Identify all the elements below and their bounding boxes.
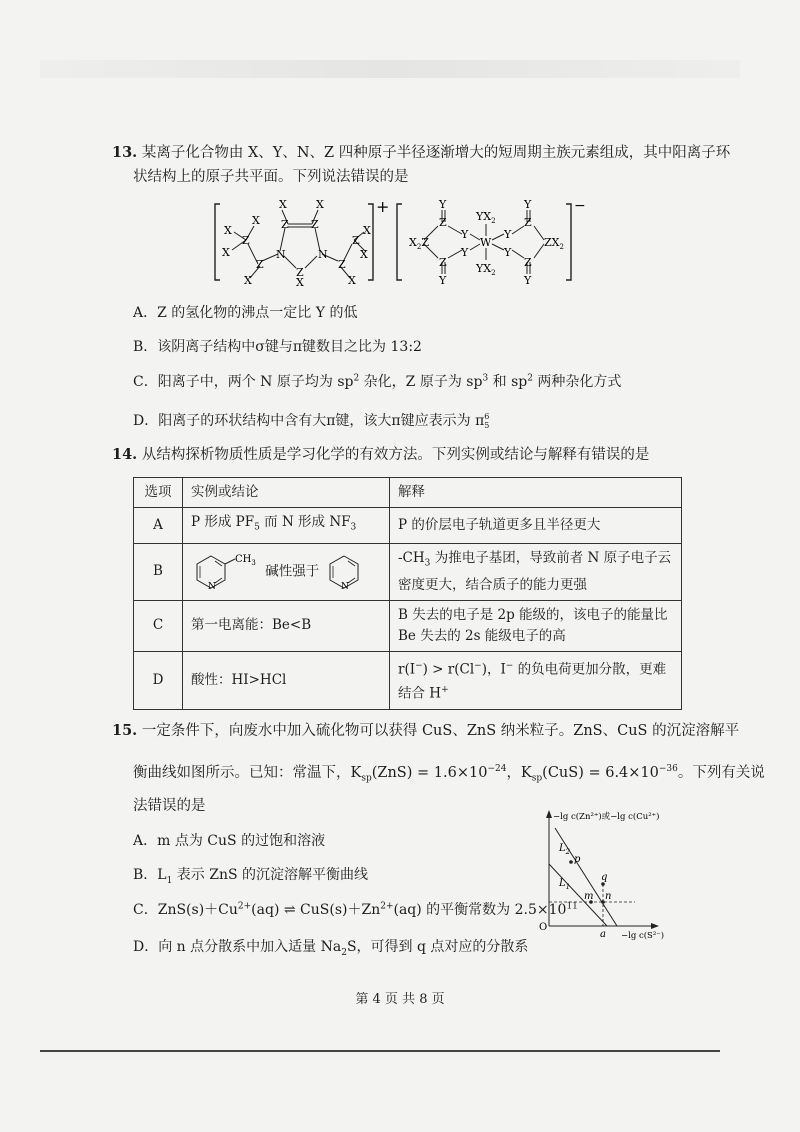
point-p bbox=[569, 860, 573, 864]
q15-stem-line2: 衡曲线如图所示。已知：常温下，$K_{sp}(ZnS) = 1.6\times 10^{-24}$，$K_{sp}(CuS) = 6.4\times 10^{-36}$。下列有关说 bbox=[133, 764, 765, 784]
atom-z: Z bbox=[524, 256, 532, 269]
svg-text:m: m bbox=[584, 891, 594, 902]
l1-label: $L_1$ bbox=[559, 878, 571, 891]
atom-y: Y bbox=[461, 228, 469, 241]
q13-stem-line2: 状结构上的原子共平面。下列说法错误的是 bbox=[133, 169, 409, 185]
atom-x: X bbox=[224, 224, 232, 237]
scan-artifact bbox=[40, 60, 740, 78]
l2-label: $L_2$ bbox=[559, 843, 571, 856]
superscript: 3 bbox=[482, 373, 489, 384]
atom-y: Y bbox=[439, 198, 447, 211]
option-letter: C． bbox=[133, 902, 158, 918]
table-row bbox=[134, 544, 682, 601]
svg-text:q: q bbox=[601, 872, 608, 883]
table-row bbox=[134, 508, 682, 544]
row-explain: r(I−) > r(Cl−)，I− 的负电荷更加分散，更难结合 H+ bbox=[390, 651, 682, 709]
q13-option-b bbox=[133, 336, 422, 356]
superscript: 2 bbox=[527, 373, 533, 384]
atom-y: Y bbox=[524, 274, 532, 287]
methylpyridine-structure bbox=[191, 552, 261, 592]
row-option: D bbox=[134, 651, 183, 709]
atom-z: Z bbox=[256, 258, 264, 271]
atom-w: W bbox=[480, 236, 492, 249]
group-zx2: $ZX_2$ bbox=[544, 236, 564, 251]
anion-charge: − bbox=[574, 198, 586, 214]
cation-charge: + bbox=[376, 197, 390, 216]
q13-stem-text1: 某离子化合物由 X、Y、N、Z 四种原子半径逐渐增大的短周期主族元素组成，其中阳离子环 bbox=[141, 145, 731, 161]
q14-table bbox=[133, 477, 682, 710]
svg-text:N: N bbox=[208, 581, 216, 592]
x-axis-arrow bbox=[651, 923, 659, 929]
superscript: 2 bbox=[353, 373, 360, 384]
atom-z: Z bbox=[439, 256, 447, 269]
q14-stem bbox=[112, 443, 649, 467]
q15-option-b: B．$L_1$ 表示 ZnS 的沉淀溶解平衡曲线 bbox=[133, 867, 369, 886]
row-explain: $-CH_3$ 为推电子基团，导致前者 N 原子电子云密度更大，结合质子的能力更强 bbox=[390, 544, 682, 601]
atom-x: X bbox=[316, 198, 324, 211]
atom-z: Z bbox=[352, 234, 360, 247]
atom-x: X bbox=[279, 198, 287, 211]
row-explain: P 的价层电子轨道更多且半径更大 bbox=[390, 508, 682, 544]
table-header-row bbox=[134, 478, 682, 508]
row-example: 第一电离能：Be<B bbox=[183, 600, 390, 651]
atom-x: X bbox=[244, 274, 252, 287]
scan-bottom-line bbox=[40, 1050, 720, 1052]
row-option: B bbox=[134, 544, 183, 601]
atom-y: Y bbox=[524, 198, 532, 211]
option-letter: D． bbox=[133, 939, 159, 955]
atom-y: Y bbox=[439, 274, 447, 287]
atom-y: Y bbox=[504, 246, 512, 259]
atom-n: N bbox=[276, 248, 286, 261]
atom-x: X bbox=[296, 276, 304, 288]
q13-option-a bbox=[133, 302, 357, 322]
origin-label: O bbox=[539, 922, 548, 933]
table-row bbox=[134, 651, 682, 709]
atom-z: Z bbox=[338, 258, 346, 271]
option-letter: C． bbox=[133, 374, 158, 390]
q13-option-c bbox=[133, 371, 621, 391]
row-option: A bbox=[134, 508, 183, 544]
svg-text:p: p bbox=[574, 854, 581, 865]
q13-ionic-structure bbox=[210, 196, 590, 288]
q13-stem-line1 bbox=[112, 141, 730, 165]
q15-solubility-graph bbox=[535, 806, 685, 946]
comparison-text: 碱性强于 bbox=[265, 563, 320, 580]
atom-n: N bbox=[318, 248, 328, 261]
row-option: C bbox=[134, 600, 183, 651]
q15-option-d: D．向 n 点分散系中加入适量 $Na_2S$，可得到 q 点对应的分散系 bbox=[133, 939, 529, 958]
header-explain: 解释 bbox=[390, 478, 682, 508]
group-x2z: $X_2Z$ bbox=[409, 236, 429, 251]
svg-text:CH3: $CH_3$ bbox=[235, 553, 256, 567]
curve-l1 bbox=[549, 864, 607, 926]
atom-x: X bbox=[252, 214, 260, 227]
atom-z: Z bbox=[296, 266, 304, 279]
option-letter: B． bbox=[133, 339, 158, 355]
option-text: Z 的氢化物的沸点一定比 Y 的低 bbox=[157, 305, 358, 321]
option-letter: A． bbox=[133, 833, 158, 849]
q15-stem-text1: 一定条件下，向废水中加入硫化物可以获得 CuS、ZnS 纳米粒子。ZnS、CuS 的沉淀溶解平 bbox=[141, 723, 740, 739]
q14-number: 14. bbox=[112, 446, 138, 463]
atom-z: Z bbox=[242, 234, 250, 247]
option-letter: B． bbox=[133, 867, 158, 883]
group-yx2: $YX_2$ bbox=[476, 210, 496, 225]
header-option: 选项 bbox=[134, 478, 183, 508]
atom-x: X bbox=[363, 224, 371, 237]
page-footer: 第 4 页 共 8 页 bbox=[355, 992, 445, 1007]
atom-x: X bbox=[360, 248, 368, 261]
atom-x: X bbox=[222, 246, 230, 259]
atom-z: Z bbox=[311, 218, 319, 231]
svg-text:n: n bbox=[605, 891, 612, 902]
option-text: 杂化，Z 原子为 sp bbox=[359, 374, 483, 390]
svg-text:N: N bbox=[340, 581, 349, 592]
option-text: 和 sp bbox=[488, 374, 528, 390]
option-letter: D． bbox=[133, 413, 159, 429]
pi-index: 6 5 bbox=[484, 412, 490, 430]
row-explain: B 失去的电子是 2p 能级的，该电子的能量比 Be 失去的 2s 能级电子的高 bbox=[390, 600, 682, 651]
q15-stem-line3: 法错误的是 bbox=[133, 798, 206, 814]
option-text: 阳离子中，两个 N 原子均为 sp bbox=[157, 374, 354, 390]
table-row bbox=[134, 600, 682, 651]
header-example: 实例或结论 bbox=[183, 478, 390, 508]
option-text: m 点为 CuS 的过饱和溶液 bbox=[157, 833, 326, 849]
pyridine-structure bbox=[324, 552, 366, 592]
y-axis-label: −lg c(Zn²⁺)或−lg c(Cu²⁺) bbox=[553, 812, 660, 822]
atom-x: X bbox=[348, 274, 356, 287]
q15-number: 15. bbox=[112, 722, 138, 739]
q13-option-d bbox=[133, 410, 489, 430]
q13-number: 13. bbox=[112, 144, 138, 161]
q15-stem-line1 bbox=[112, 719, 739, 743]
row-example: P 形成 $PF_5$ 而 N 形成 $NF_3$ bbox=[183, 508, 390, 544]
atom-z: Z bbox=[524, 216, 532, 229]
x-axis-label: −lg c(S²⁻) bbox=[621, 931, 665, 941]
q15-option-c: C．$ZnS(s)+Cu^{2+}(aq)$ ⇌ $CuS(s)+Zn^{2+}(aq)$ 的平衡常数为 $2.5\times 10^{11}$ bbox=[133, 901, 578, 918]
atom-y: Y bbox=[461, 246, 469, 259]
y-axis-arrow bbox=[546, 810, 552, 818]
q14-stem-text: 从结构探析物质性质是学习化学的有效方法。下列实例或结论与解释有错误的是 bbox=[141, 447, 650, 463]
svg-text:a: a bbox=[600, 929, 606, 940]
option-text: 该阴离子结构中σ键与π键数目之比为 13:2 bbox=[157, 339, 422, 355]
group-yx2: $YX_2$ bbox=[476, 262, 496, 277]
atom-z: Z bbox=[281, 218, 289, 231]
atom-y: Y bbox=[504, 228, 512, 241]
row-example: 酸性：HI>HCl bbox=[183, 651, 390, 709]
option-text: 两种杂化方式 bbox=[532, 374, 622, 390]
option-text: 阳离子的环状结构中含有大π键，该大π键应表示为 π bbox=[158, 413, 485, 429]
row-example bbox=[183, 544, 390, 601]
q15-option-a bbox=[133, 830, 325, 850]
atom-z: Z bbox=[439, 216, 447, 229]
option-letter: A． bbox=[133, 305, 158, 321]
